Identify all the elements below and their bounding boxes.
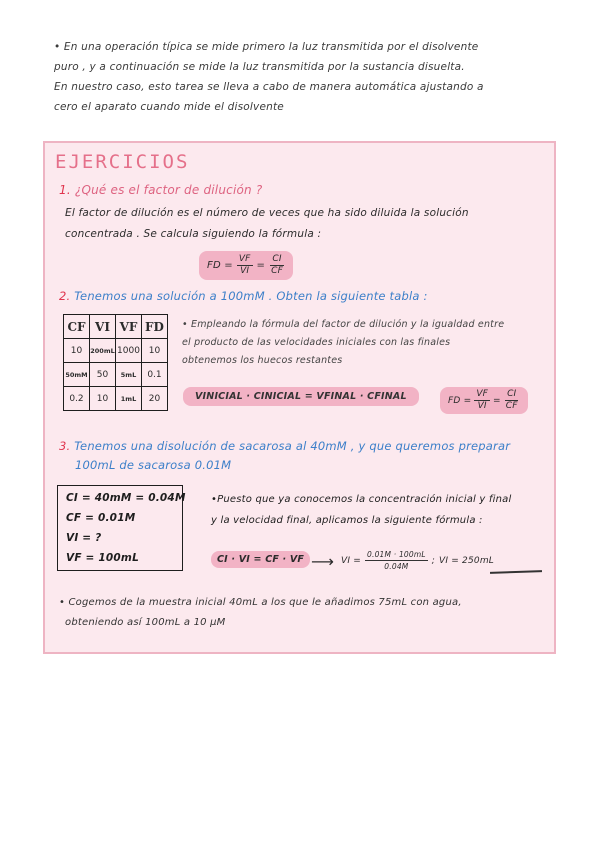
question-2-answer [182, 316, 554, 370]
formula-lhs: FD = [207, 260, 233, 271]
table-cell: 20 [142, 387, 168, 411]
answer-line: • Cogemos de la muestra inicial 40mL a los que le añadimos 75mL con agua, [59, 597, 462, 608]
question-2-number: 2. [59, 289, 71, 303]
question-3 [59, 437, 554, 475]
table-header-cell: CF [64, 315, 90, 339]
question-1-number: 1. [59, 183, 71, 197]
intro-line: cero el aparato cuando mide el disolvente [54, 101, 284, 113]
question-1 [59, 183, 262, 197]
given-data-line: CI = 40mM = 0.04M [66, 492, 186, 504]
exercises-box [43, 141, 556, 654]
fraction-numerator: CI [272, 254, 282, 264]
answer-line: el producto de las velocidades iniciales con las finales [182, 337, 451, 348]
fraction-numerator: VF [476, 389, 489, 399]
table-cell: 200mL [90, 339, 116, 363]
table-cell: 10 [142, 339, 168, 363]
velocity-concentration-formula: VINICIAL · CINICIAL = VFINAL · CFINAL [183, 387, 419, 406]
given-data-line: CF = 0.01M [66, 512, 136, 524]
fraction-ci-cf [504, 389, 520, 412]
intro-line: puro , y a continuación se mide la luz transmitida por la sustancia disuelta. [54, 61, 465, 73]
final-answer [59, 593, 549, 633]
table-header-cell: VF [116, 315, 142, 339]
fraction-numerator: 0.01M · 100mL [367, 550, 426, 559]
table-cell: 50mM [64, 363, 90, 387]
question-3-answer [211, 489, 551, 531]
question-2 [59, 289, 428, 303]
result-lhs: VI = [341, 555, 362, 566]
fraction-denominator: VI [477, 401, 487, 411]
result-final: VI = 250mL [438, 555, 495, 566]
question-3-line [59, 437, 554, 456]
intro-paragraph [54, 37, 554, 117]
answer-line: • Empleando la fórmula del factor de dilución y la igualdad entre [182, 319, 505, 330]
question-1-answer [65, 203, 545, 245]
fraction-denominator: 0.04M [384, 562, 409, 571]
formula-lhs: FD = [448, 395, 472, 406]
table-row [64, 387, 168, 411]
fraction-vf-vi [474, 389, 490, 412]
calculation-result [341, 549, 494, 572]
table-header-cell: FD [142, 315, 168, 339]
table-cell: 1000 [116, 339, 142, 363]
table-cell: 10 [90, 387, 116, 411]
question-3-text: Tenemos una disolución de sacarosa al 40mM , y que queremos preparar [74, 439, 511, 453]
table-header-cell: VI [90, 315, 116, 339]
answer-line: concentrada . Se calcula siguiendo la fórmula : [65, 228, 322, 240]
table-cell: 0.2 [64, 387, 90, 411]
exercises-title: EJERCICIOS [55, 151, 190, 173]
question-3-number: 3. [59, 439, 71, 453]
question-1-text: ¿Qué es el factor de dilución ? [74, 183, 263, 197]
dilution-equation: CI · VI = CF · VF [211, 551, 310, 568]
given-data-box [57, 485, 186, 571]
table-cell: 5mL [116, 363, 142, 387]
right-arrow-icon: ⟶ [311, 552, 334, 571]
dilution-table [63, 314, 168, 411]
answer-line: El factor de dilución es el número de veces que ha sido diluida la solución [65, 207, 469, 219]
intro-line: • En una operación típica se mide primero la luz transmitida por el disolvente [54, 41, 479, 53]
formula-equals: = [493, 395, 501, 406]
result-separator: ; [431, 555, 435, 566]
answer-line: obteniendo así 100mL a 10 μM [65, 617, 226, 628]
underline-mark [490, 570, 542, 574]
dilution-factor-formula-small [440, 387, 528, 414]
table-cell: 10 [64, 339, 90, 363]
question-3-line: 100mL de sacarosa 0.01M [75, 458, 232, 472]
table-cell: 1mL [116, 387, 142, 411]
answer-line: •Puesto que ya conocemos la concentración inicial y final [211, 494, 512, 505]
table-row [64, 363, 168, 387]
intro-line: En nuestro caso, esto tarea se lleva a cabo de manera automática ajustando a [54, 81, 484, 93]
table-header-row [64, 315, 168, 339]
fraction-denominator: CF [505, 401, 518, 411]
table-row [64, 339, 168, 363]
dilution-factor-formula [199, 251, 293, 280]
fraction-denominator: CF [271, 266, 284, 276]
question-2-text: Tenemos una solución a 100mM . Obten la siguiente tabla : [74, 289, 428, 303]
given-data-line: VF = 100mL [66, 552, 139, 564]
fraction-ci-cf [269, 254, 285, 277]
answer-line: obtenemos los huecos restantes [182, 355, 343, 366]
given-data-line: VI = ? [66, 532, 102, 544]
fraction-vf-vi [237, 254, 253, 277]
fraction-denominator: VI [240, 266, 250, 276]
answer-line: y la velocidad final, aplicamos la siguiente fórmula : [211, 515, 483, 526]
result-fraction [365, 549, 428, 572]
table-cell: 50 [90, 363, 116, 387]
fraction-numerator: CI [507, 389, 517, 399]
formula-equals: = [256, 260, 266, 271]
fraction-numerator: VF [238, 254, 251, 264]
table-cell: 0.1 [142, 363, 168, 387]
